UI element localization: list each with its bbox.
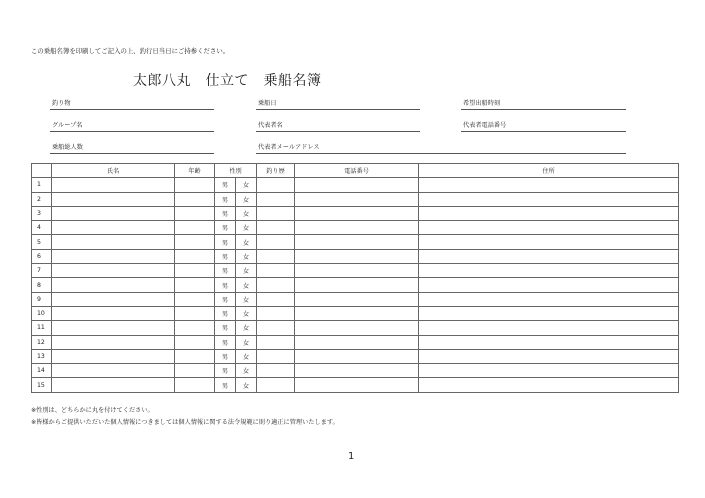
field-label: 希望出船時刻 [463, 100, 501, 107]
address-cell[interactable] [419, 206, 679, 220]
gender-male-option[interactable]: 男 [215, 364, 236, 378]
gender-female-option[interactable]: 女 [236, 335, 257, 349]
address-cell[interactable] [419, 178, 679, 192]
field-label: グループ名 [52, 122, 83, 129]
gender-male-option[interactable]: 男 [215, 264, 236, 278]
table-row [32, 321, 679, 335]
field-label: 代表者メールアドレス [258, 144, 320, 151]
row-number: 8 [32, 278, 52, 292]
table-row [32, 221, 679, 235]
header-fishing-experience: 釣り歴 [257, 164, 295, 178]
name-cell[interactable] [52, 206, 175, 220]
total-passengers-field[interactable] [50, 141, 214, 154]
name-cell[interactable] [52, 264, 175, 278]
field-label: 乗船日 [258, 100, 277, 107]
gender-male-option[interactable]: 男 [215, 178, 236, 192]
address-cell[interactable] [419, 349, 679, 363]
name-cell[interactable] [52, 292, 175, 306]
fishing-experience-cell[interactable] [257, 278, 295, 292]
page-title: 太郎八丸 仕立て 乗船名簿 [133, 73, 322, 89]
gender-female-option[interactable]: 女 [236, 378, 257, 392]
fishing-experience-cell[interactable] [257, 321, 295, 335]
gender-male-option[interactable]: 男 [215, 292, 236, 306]
header-phone: 電話番号 [295, 164, 419, 178]
phone-cell[interactable] [295, 178, 419, 192]
row-number: 9 [32, 292, 52, 306]
age-cell[interactable] [175, 249, 215, 263]
gender-female-option[interactable]: 女 [236, 278, 257, 292]
field-label: 釣り物 [52, 100, 71, 107]
gender-female-option[interactable]: 女 [236, 206, 257, 220]
phone-cell[interactable] [295, 306, 419, 320]
fishing-experience-cell[interactable] [257, 292, 295, 306]
name-cell[interactable] [52, 235, 175, 249]
name-cell[interactable] [52, 349, 175, 363]
gender-male-option[interactable]: 男 [215, 192, 236, 206]
age-cell[interactable] [175, 335, 215, 349]
name-cell[interactable] [52, 335, 175, 349]
gender-male-option[interactable]: 男 [215, 321, 236, 335]
address-cell[interactable] [419, 235, 679, 249]
phone-cell[interactable] [295, 349, 419, 363]
gender-female-option[interactable]: 女 [236, 235, 257, 249]
row-number: 12 [32, 335, 52, 349]
age-cell[interactable] [175, 206, 215, 220]
gender-female-option[interactable]: 女 [236, 192, 257, 206]
gender-male-option[interactable]: 男 [215, 206, 236, 220]
gender-male-option[interactable]: 男 [215, 221, 236, 235]
table-row [32, 292, 679, 306]
age-cell[interactable] [175, 178, 215, 192]
row-number: 14 [32, 364, 52, 378]
phone-cell[interactable] [295, 221, 419, 235]
row-number: 7 [32, 264, 52, 278]
table-row [32, 364, 679, 378]
gender-female-option[interactable]: 女 [236, 321, 257, 335]
fishing-experience-cell[interactable] [257, 378, 295, 392]
phone-cell[interactable] [295, 235, 419, 249]
row-number: 1 [32, 178, 52, 192]
phone-cell[interactable] [295, 364, 419, 378]
age-cell[interactable] [175, 292, 215, 306]
address-cell[interactable] [419, 192, 679, 206]
age-cell[interactable] [175, 264, 215, 278]
address-cell[interactable] [419, 335, 679, 349]
gender-female-option[interactable]: 女 [236, 264, 257, 278]
address-cell[interactable] [419, 221, 679, 235]
passenger-roster-table [31, 163, 679, 393]
age-cell[interactable] [175, 192, 215, 206]
age-cell[interactable] [175, 321, 215, 335]
address-cell[interactable] [419, 364, 679, 378]
table-row [32, 235, 679, 249]
table-row [32, 335, 679, 349]
fishing-experience-cell[interactable] [257, 235, 295, 249]
age-cell[interactable] [175, 235, 215, 249]
address-cell[interactable] [419, 249, 679, 263]
age-cell[interactable] [175, 306, 215, 320]
age-cell[interactable] [175, 349, 215, 363]
address-cell[interactable] [419, 292, 679, 306]
fishing-experience-cell[interactable] [257, 349, 295, 363]
fishing-experience-cell[interactable] [257, 178, 295, 192]
header-age: 年齢 [175, 164, 215, 178]
gender-male-option[interactable]: 男 [215, 335, 236, 349]
row-number: 5 [32, 235, 52, 249]
gender-note: ※性別は、どちらかに丸を付けてください。 [31, 407, 154, 414]
name-cell[interactable] [52, 178, 175, 192]
fishing-target-field[interactable] [50, 97, 214, 110]
gender-female-option[interactable]: 女 [236, 221, 257, 235]
header-address: 住所 [419, 164, 679, 178]
address-cell[interactable] [419, 378, 679, 392]
field-label: 代表者名 [258, 122, 283, 129]
age-cell[interactable] [175, 364, 215, 378]
address-cell[interactable] [419, 306, 679, 320]
header-number [32, 164, 52, 178]
table-row [32, 306, 679, 320]
row-number: 13 [32, 349, 52, 363]
table-row [32, 278, 679, 292]
fishing-experience-cell[interactable] [257, 192, 295, 206]
name-cell[interactable] [52, 364, 175, 378]
table-row [32, 349, 679, 363]
name-cell[interactable] [52, 249, 175, 263]
gender-male-option[interactable]: 男 [215, 378, 236, 392]
page-number: 1 [348, 451, 355, 462]
address-cell[interactable] [419, 264, 679, 278]
gender-male-option[interactable]: 男 [215, 249, 236, 263]
fishing-experience-cell[interactable] [257, 335, 295, 349]
gender-male-option[interactable]: 男 [215, 278, 236, 292]
gender-female-option[interactable]: 女 [236, 349, 257, 363]
phone-cell[interactable] [295, 335, 419, 349]
boarding-date-field[interactable] [256, 97, 420, 110]
table-row [32, 178, 679, 192]
row-number: 4 [32, 221, 52, 235]
name-cell[interactable] [52, 192, 175, 206]
fishing-experience-cell[interactable] [257, 206, 295, 220]
phone-cell[interactable] [295, 264, 419, 278]
gender-male-option[interactable]: 男 [215, 349, 236, 363]
phone-cell[interactable] [295, 321, 419, 335]
header-name: 氏名 [52, 164, 175, 178]
phone-cell[interactable] [295, 192, 419, 206]
privacy-note: ※皆様からご提供いただいた個人情報につきましては個人情報に関する法令規範に則り適正に管理いたします。 [31, 419, 339, 426]
row-number: 10 [32, 306, 52, 320]
gender-female-option[interactable]: 女 [236, 178, 257, 192]
instruction-text: この乗船名簿を印刷してご記入の上、釣行日当日にご持参ください。 [31, 47, 230, 55]
fishing-experience-cell[interactable] [257, 306, 295, 320]
phone-cell[interactable] [295, 278, 419, 292]
field-label: 乗船総人数 [52, 144, 83, 151]
gender-male-option[interactable]: 男 [215, 306, 236, 320]
table-row [32, 378, 679, 392]
gender-female-option[interactable]: 女 [236, 306, 257, 320]
age-cell[interactable] [175, 221, 215, 235]
age-cell[interactable] [175, 278, 215, 292]
address-cell[interactable] [419, 321, 679, 335]
roster-body [32, 178, 679, 392]
row-number: 3 [32, 206, 52, 220]
field-label: 代表者電話番号 [463, 122, 507, 129]
address-cell[interactable] [419, 278, 679, 292]
departure-time-field[interactable] [461, 97, 626, 110]
table-row [32, 264, 679, 278]
representative-email-field[interactable] [256, 141, 626, 154]
table-row [32, 249, 679, 263]
name-cell[interactable] [52, 278, 175, 292]
phone-cell[interactable] [295, 206, 419, 220]
row-number: 11 [32, 321, 52, 335]
fishing-experience-cell[interactable] [257, 364, 295, 378]
phone-cell[interactable] [295, 292, 419, 306]
group-name-field[interactable] [50, 119, 214, 132]
row-number: 6 [32, 249, 52, 263]
fishing-experience-cell[interactable] [257, 249, 295, 263]
phone-cell[interactable] [295, 249, 419, 263]
representative-name-field[interactable] [256, 119, 420, 132]
header-gender: 性別 [215, 164, 257, 178]
row-number: 2 [32, 192, 52, 206]
name-cell[interactable] [52, 378, 175, 392]
representative-phone-field[interactable] [461, 119, 626, 132]
table-row [32, 192, 679, 206]
gender-female-option[interactable]: 女 [236, 292, 257, 306]
gender-female-option[interactable]: 女 [236, 249, 257, 263]
age-cell[interactable] [175, 378, 215, 392]
gender-male-option[interactable]: 男 [215, 235, 236, 249]
fishing-experience-cell[interactable] [257, 221, 295, 235]
table-row [32, 206, 679, 220]
fishing-experience-cell[interactable] [257, 264, 295, 278]
gender-female-option[interactable]: 女 [236, 364, 257, 378]
phone-cell[interactable] [295, 378, 419, 392]
name-cell[interactable] [52, 321, 175, 335]
name-cell[interactable] [52, 221, 175, 235]
name-cell[interactable] [52, 306, 175, 320]
row-number: 15 [32, 378, 52, 392]
table-header-row [32, 164, 679, 178]
